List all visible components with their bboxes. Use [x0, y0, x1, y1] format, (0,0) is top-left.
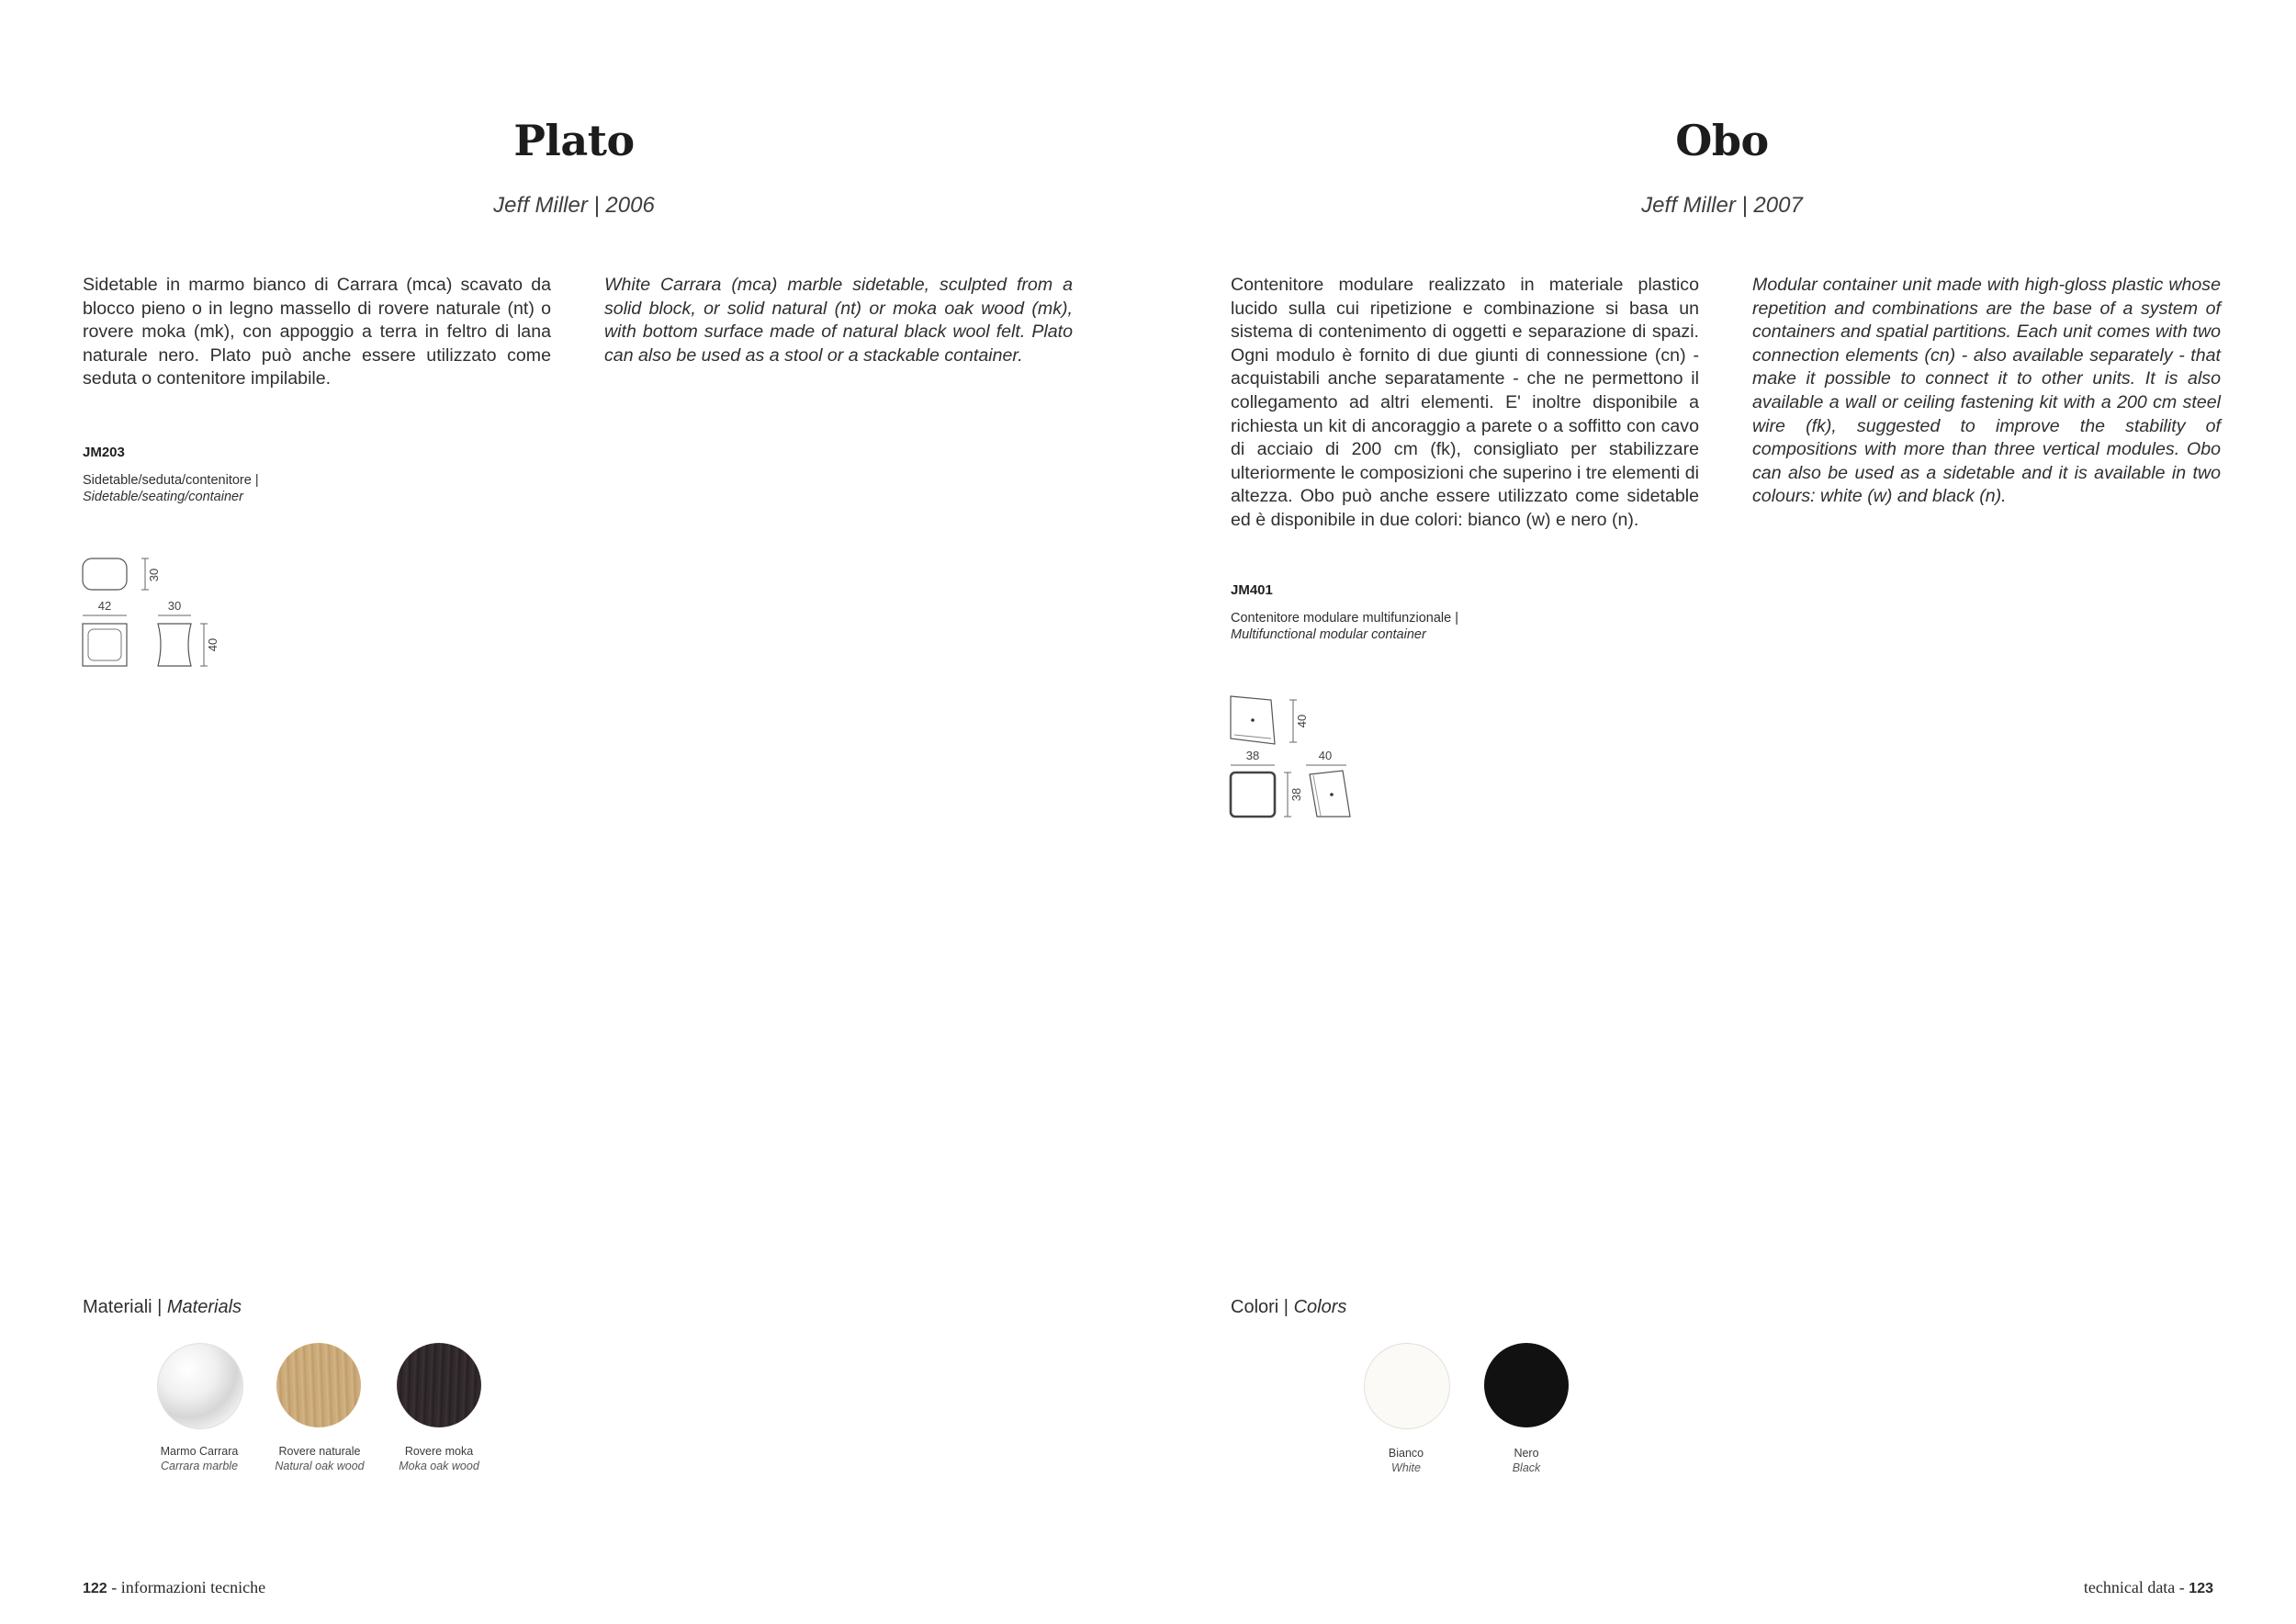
product-title: Obo	[1675, 116, 1769, 165]
swatch-carrara-marble	[157, 1343, 243, 1429]
swatch-caption	[1453, 1446, 1600, 1475]
page-footer	[2084, 1578, 2213, 1597]
footer-text: - informazioni tecniche	[107, 1578, 266, 1596]
product-type-italian: Contenitore modulare multifunzionale |	[1231, 611, 1458, 626]
plato-dimension-drawing	[81, 551, 228, 675]
dimension-label: 38	[1245, 749, 1260, 762]
swatch-natural-oak	[276, 1343, 361, 1427]
swatch-name-english: White	[1391, 1461, 1421, 1474]
product-title: Plato	[513, 116, 635, 165]
obo-dimension-drawing	[1229, 691, 1376, 824]
swatch-name-english: Black	[1512, 1461, 1541, 1474]
footer-text: technical data -	[2083, 1578, 2189, 1596]
obo-connector-dot	[1330, 793, 1334, 796]
dimension-label: 40	[1318, 749, 1333, 762]
product-type-english: Sidetable/seating/container	[83, 490, 243, 504]
page-number: 123	[2189, 1581, 2213, 1596]
product-type-italian: Sidetable/seduta/contenitore |	[83, 473, 259, 488]
obo-side-view	[1310, 771, 1350, 817]
page-number: 122	[83, 1581, 107, 1596]
materials-heading-italian: Materiali	[83, 1297, 152, 1317]
dimension-label: 30	[167, 599, 182, 613]
swatch-name-italian: Bianco	[1388, 1447, 1424, 1460]
swatch-name-italian: Marmo Carrara	[160, 1445, 239, 1458]
dimension-label: 38	[1289, 787, 1303, 802]
description-english: Modular container unit made with high-gloss plastic whose repetition and combinations are the base of a system of containers and spatial partitions. Each unit comes with two connection elements (cn) - also available separately - that make it possible to connect it to other units. It is also available a wall or ceiling fastening kit with a 200 cm steel wire (fk), suggested to improve the stability of compositions with more than three vertical modules. Obo can also be used as a sidetable and it is available in two colours: white (w) and black (n).	[1752, 275, 2221, 507]
obo-edge-line	[1313, 775, 1321, 816]
dimension-label: 40	[206, 637, 219, 652]
product-type	[1231, 610, 1458, 643]
swatch-black	[1484, 1343, 1569, 1427]
product-code: JM203	[83, 445, 125, 460]
dimension-label: 30	[147, 568, 161, 582]
product-type	[83, 472, 259, 505]
swatch-name-italian: Rovere naturale	[278, 1445, 361, 1458]
swatch-name-english: Carrara marble	[160, 1460, 239, 1472]
product-type-english: Multifunctional modular container	[1231, 627, 1426, 642]
product-designer-year: Jeff Miller | 2006	[493, 193, 655, 218]
swatch-moka-oak	[397, 1343, 481, 1427]
description-italian: Contenitore modulare realizzato in materiale plastico lucido sulla cui ripetizione e combinazione si basa un sistema di contenimento di oggetti e separazione di spazi. Ogni modulo è fornito di due giunti di connessione (cn) - acquistabili anche separatamente - che ne permettono il collegamento ad altri elementi. E' inoltre disponibile a richiesta un kit di ancoraggio a parete o a soffitto con cavo di acciaio di 200 cm (fk), consigliato per stabilizzare ulteriormente le composizioni che superino i tre elementi di altezza. Obo può anche essere utilizzato come sidetable ed è disponibile in due colori: bianco (w) e nero (n).	[1231, 275, 1699, 530]
page-footer	[83, 1578, 265, 1597]
heading-separator: |	[1278, 1297, 1294, 1317]
colors-heading-italian: Colori	[1231, 1297, 1279, 1317]
materials-heading-english: Materials	[166, 1297, 242, 1317]
swatch-caption	[366, 1444, 512, 1473]
product-designer-year: Jeff Miller | 2007	[1641, 193, 1803, 218]
swatch-name-english: Moka oak wood	[399, 1460, 479, 1472]
colors-heading	[1231, 1297, 1346, 1318]
swatch-name-italian: Nero	[1514, 1447, 1539, 1460]
obo-connector-dot	[1251, 718, 1255, 722]
dimension-label: 40	[1295, 714, 1309, 728]
plato-front-inner	[88, 629, 121, 660]
right-page	[1148, 0, 2296, 1624]
plato-top-view	[83, 558, 127, 590]
obo-front-view	[1231, 773, 1275, 817]
swatch-white	[1364, 1343, 1450, 1429]
product-code: JM401	[1231, 582, 1273, 598]
heading-separator: |	[152, 1297, 167, 1317]
swatch-name-english: Natural oak wood	[275, 1460, 365, 1472]
obo-edge-line	[1234, 735, 1271, 739]
colors-heading-english: Colors	[1293, 1297, 1347, 1317]
description-english: White Carrara (mca) marble sidetable, sculpted from a solid block, or solid natural (nt) or moka oak wood (mk), with bottom surface made of natural black wool felt. Plato can also be used as a stool or a stackable container.	[604, 275, 1073, 366]
swatch-name-italian: Rovere moka	[404, 1445, 474, 1458]
plato-side-view	[158, 624, 191, 666]
plato-front-view	[83, 624, 127, 666]
description-italian: Sidetable in marmo bianco di Carrara (mca) scavato da blocco pieno o in legno massello di rovere naturale (nt) o rovere moka (mk), con appoggio a terra in feltro di lana naturale nero. Plato può anche essere utilizzato come seduta o contenitore impilabile.	[83, 275, 551, 389]
materials-heading	[83, 1297, 242, 1318]
dimension-label: 42	[97, 599, 112, 613]
